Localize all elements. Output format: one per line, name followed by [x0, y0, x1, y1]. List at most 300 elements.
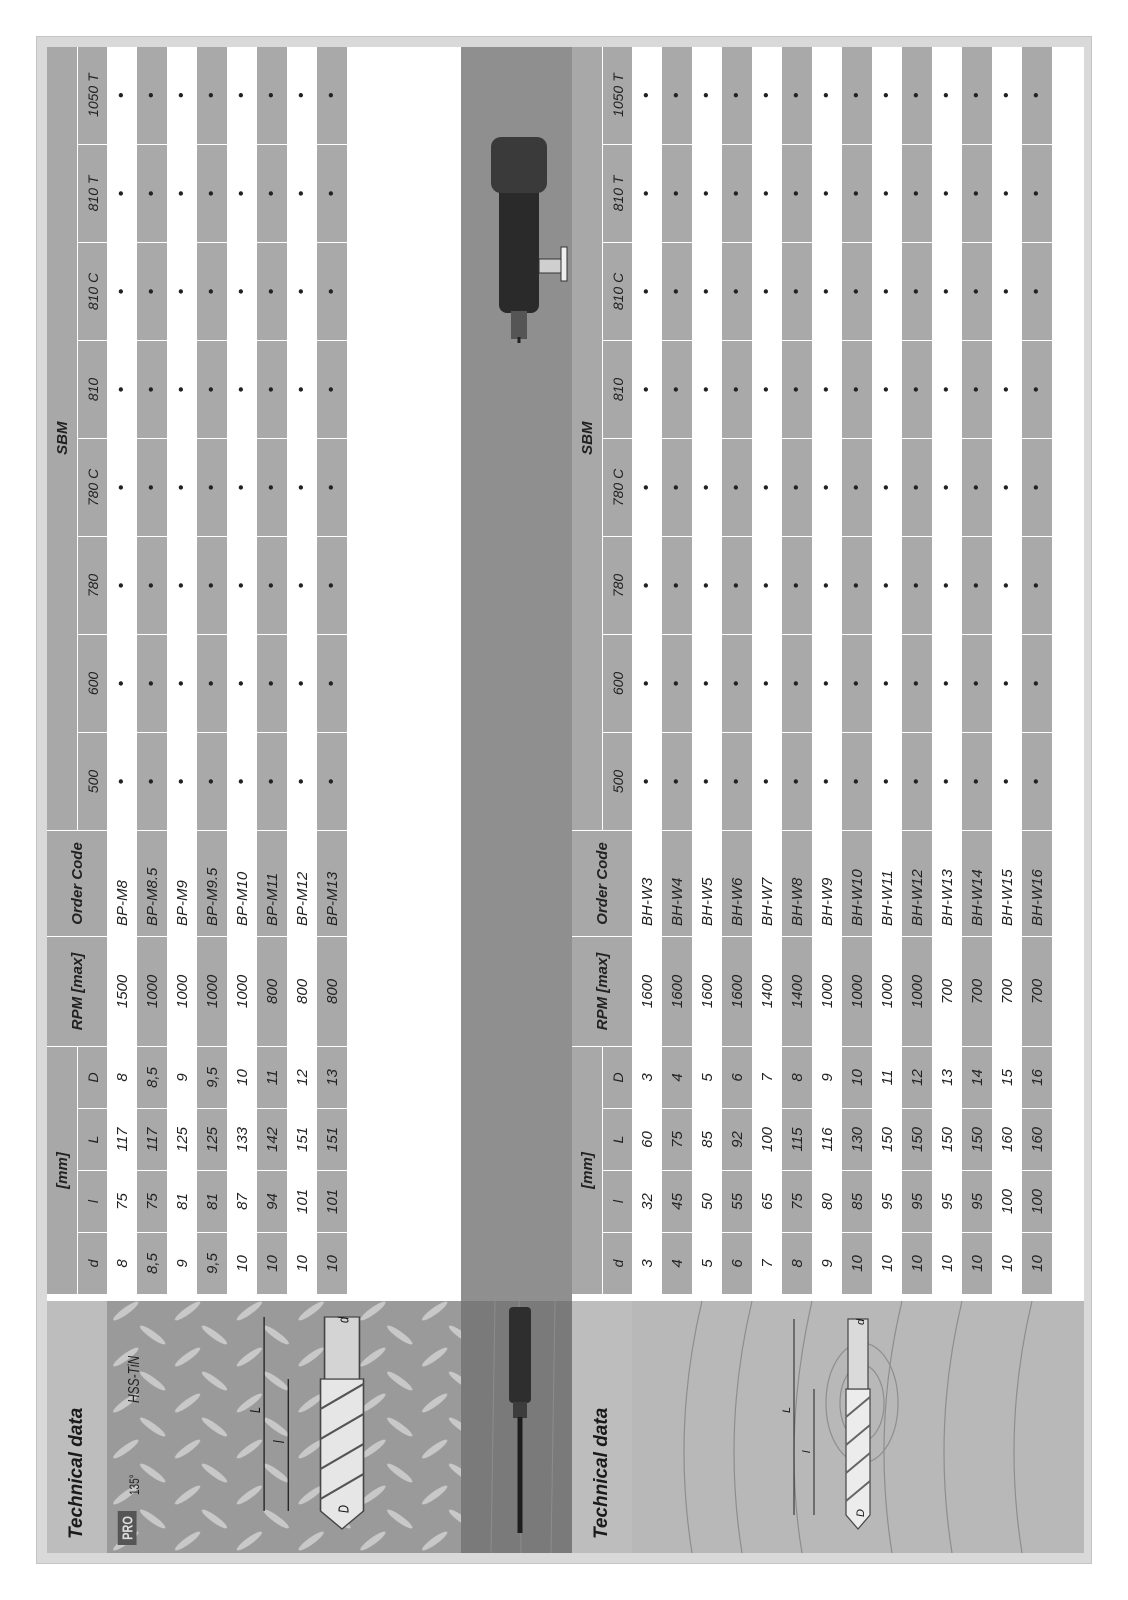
- cell-D: 13: [932, 1046, 962, 1108]
- model-header: 810 C: [603, 242, 633, 340]
- compatibility-mark: •: [227, 536, 257, 634]
- order-code-header: Order Code: [572, 830, 632, 936]
- table-row: [842, 47, 872, 1295]
- compatibility-mark: •: [692, 47, 722, 144]
- compatibility-mark: •: [107, 536, 137, 634]
- dim-label-d: d: [335, 1316, 353, 1323]
- compatibility-mark: •: [752, 144, 782, 242]
- compatibility-mark: •: [932, 340, 962, 438]
- compatibility-mark: •: [287, 438, 317, 536]
- compatibility-mark: •: [227, 47, 257, 144]
- cell-rpm: 1000: [902, 936, 932, 1046]
- compatibility-mark: •: [1022, 144, 1052, 242]
- compatibility-mark: •: [902, 144, 932, 242]
- cell-d: 10: [932, 1233, 962, 1295]
- compatibility-mark: •: [662, 634, 692, 732]
- model-header: 810: [78, 340, 108, 438]
- compatibility-mark: •: [752, 438, 782, 536]
- dim-label-d: d: [855, 1318, 867, 1325]
- compatibility-mark: •: [872, 144, 902, 242]
- compatibility-mark: •: [812, 634, 842, 732]
- cell-l: 95: [872, 1171, 902, 1233]
- cell-D: 7: [752, 1046, 782, 1108]
- compatibility-mark: •: [962, 242, 992, 340]
- compatibility-mark: •: [812, 47, 842, 144]
- compatibility-mark: •: [287, 536, 317, 634]
- cell-L: 150: [962, 1109, 992, 1171]
- compatibility-mark: •: [662, 144, 692, 242]
- cell-D: 4: [662, 1046, 692, 1108]
- dim-label-D: D: [335, 1505, 353, 1513]
- compatibility-mark: •: [722, 438, 752, 536]
- cell-l: 75: [107, 1171, 137, 1233]
- cell-l: 50: [692, 1171, 722, 1233]
- cell-D: 8,5: [137, 1046, 167, 1108]
- compatibility-mark: •: [902, 340, 932, 438]
- compatibility-mark: •: [932, 242, 962, 340]
- col-D-header: D: [78, 1046, 108, 1108]
- side-column: [572, 1301, 1084, 1553]
- compatibility-mark: •: [317, 438, 347, 536]
- compatibility-mark: •: [902, 242, 932, 340]
- model-header: 1050 T: [603, 47, 633, 144]
- order-code-header: Order Code: [47, 830, 107, 936]
- cell-rpm: 800: [257, 936, 287, 1046]
- cell-order-code: BH-W4: [662, 830, 692, 936]
- cell-rpm: 1000: [137, 936, 167, 1046]
- cell-rpm: 700: [962, 936, 992, 1046]
- cell-L: 151: [317, 1109, 347, 1171]
- cell-rpm: 1000: [812, 936, 842, 1046]
- table-row: [107, 47, 137, 1295]
- cell-d: 9: [167, 1233, 197, 1295]
- table-row: [1022, 47, 1052, 1295]
- cell-l: 55: [722, 1171, 752, 1233]
- cell-rpm: 1000: [167, 936, 197, 1046]
- compatibility-mark: •: [167, 732, 197, 830]
- compatibility-mark: •: [932, 634, 962, 732]
- compatibility-mark: •: [782, 536, 812, 634]
- cell-d: 10: [962, 1233, 992, 1295]
- compatibility-mark: •: [692, 732, 722, 830]
- cell-order-code: BH-W14: [962, 830, 992, 936]
- compatibility-mark: •: [992, 438, 1022, 536]
- compatibility-mark: •: [197, 732, 227, 830]
- model-header: 810 C: [78, 242, 108, 340]
- table-row: [317, 47, 347, 1295]
- compatibility-mark: •: [227, 340, 257, 438]
- cell-d: 10: [287, 1233, 317, 1295]
- page-frame: [36, 36, 1092, 1564]
- compatibility-mark: •: [167, 144, 197, 242]
- cell-D: 16: [1022, 1046, 1052, 1108]
- compatibility-mark: •: [107, 144, 137, 242]
- compatibility-mark: •: [932, 438, 962, 536]
- compatibility-mark: •: [257, 47, 287, 144]
- compatibility-mark: •: [632, 634, 662, 732]
- compatibility-mark: •: [722, 144, 752, 242]
- table-row: [662, 47, 692, 1295]
- cell-L: 150: [932, 1109, 962, 1171]
- compatibility-mark: •: [812, 340, 842, 438]
- wood-drill-table: [572, 47, 1052, 1295]
- compatibility-mark: •: [722, 340, 752, 438]
- metal-drill-panel: [47, 47, 577, 1553]
- compatibility-mark: •: [257, 536, 287, 634]
- compatibility-mark: •: [872, 340, 902, 438]
- model-header: 810 T: [78, 144, 108, 242]
- cell-order-code: BH-W16: [1022, 830, 1052, 936]
- compatibility-mark: •: [317, 634, 347, 732]
- compatibility-mark: •: [992, 242, 1022, 340]
- cell-d: 8,5: [137, 1233, 167, 1295]
- compatibility-mark: •: [137, 732, 167, 830]
- cell-L: 150: [902, 1109, 932, 1171]
- table-row: [137, 47, 167, 1295]
- compatibility-mark: •: [692, 144, 722, 242]
- compatibility-mark: •: [722, 732, 752, 830]
- cell-d: 10: [257, 1233, 287, 1295]
- cell-order-code: BP-M9.5: [197, 830, 227, 936]
- compatibility-mark: •: [167, 438, 197, 536]
- compatibility-mark: •: [962, 340, 992, 438]
- metal-drill-table: [47, 47, 347, 1295]
- compatibility-mark: •: [782, 732, 812, 830]
- cell-rpm: 1600: [632, 936, 662, 1046]
- compatibility-mark: •: [1022, 242, 1052, 340]
- compatibility-mark: •: [992, 732, 1022, 830]
- compatibility-mark: •: [842, 732, 872, 830]
- compatibility-mark: •: [1022, 340, 1052, 438]
- cell-l: 100: [992, 1171, 1022, 1233]
- cell-d: 10: [842, 1233, 872, 1295]
- compatibility-mark: •: [167, 340, 197, 438]
- power-drill-picture: [469, 113, 569, 343]
- compatibility-mark: •: [782, 47, 812, 144]
- cell-l: 75: [782, 1171, 812, 1233]
- coating-label: HSS-TiN: [125, 1355, 144, 1403]
- compatibility-mark: •: [962, 438, 992, 536]
- compatibility-mark: •: [197, 536, 227, 634]
- compatibility-mark: •: [722, 634, 752, 732]
- compatibility-mark: •: [197, 242, 227, 340]
- cell-d: 7: [752, 1233, 782, 1295]
- cell-d: 8: [107, 1233, 137, 1295]
- cell-rpm: 1500: [107, 936, 137, 1046]
- compatibility-mark: •: [317, 536, 347, 634]
- compatibility-mark: •: [962, 144, 992, 242]
- compatibility-mark: •: [872, 732, 902, 830]
- cell-D: 3: [632, 1046, 662, 1108]
- table-row: [197, 47, 227, 1295]
- compatibility-mark: •: [902, 536, 932, 634]
- compatibility-mark: •: [137, 47, 167, 144]
- compatibility-mark: •: [287, 340, 317, 438]
- table-row: [992, 47, 1022, 1295]
- compatibility-mark: •: [107, 438, 137, 536]
- cell-l: 100: [1022, 1171, 1052, 1233]
- compatibility-mark: •: [662, 340, 692, 438]
- cell-l: 81: [167, 1171, 197, 1233]
- compatibility-mark: •: [782, 340, 812, 438]
- compatibility-mark: •: [1022, 634, 1052, 732]
- compatibility-mark: •: [287, 732, 317, 830]
- cell-l: 95: [962, 1171, 992, 1233]
- cell-D: 8: [782, 1046, 812, 1108]
- cell-rpm: 700: [1022, 936, 1052, 1046]
- cell-L: 100: [752, 1109, 782, 1171]
- compatibility-mark: •: [872, 242, 902, 340]
- compatibility-mark: •: [842, 340, 872, 438]
- cell-D: 9: [167, 1046, 197, 1108]
- cell-order-code: BP-M13: [317, 830, 347, 936]
- dim-label-l: l: [270, 1440, 288, 1443]
- dim-label-l: l: [801, 1450, 813, 1453]
- sbm-header: SBM: [572, 47, 603, 830]
- compatibility-mark: •: [317, 47, 347, 144]
- compatibility-mark: •: [167, 536, 197, 634]
- dim-label-L: L: [781, 1406, 793, 1413]
- cell-D: 12: [902, 1046, 932, 1108]
- compatibility-mark: •: [257, 340, 287, 438]
- cell-l: 101: [287, 1171, 317, 1233]
- compatibility-mark: •: [632, 438, 662, 536]
- wood-drill-table-wrap: [572, 47, 1052, 1295]
- compatibility-mark: •: [107, 634, 137, 732]
- table-row: [167, 47, 197, 1295]
- col-L-header: L: [78, 1109, 108, 1171]
- compatibility-mark: •: [992, 340, 1022, 438]
- compatibility-mark: •: [842, 144, 872, 242]
- compatibility-mark: •: [107, 47, 137, 144]
- cell-rpm: 1600: [692, 936, 722, 1046]
- cell-rpm: 1600: [662, 936, 692, 1046]
- metal-drill-rows: [107, 47, 347, 1295]
- cell-L: 92: [722, 1109, 752, 1171]
- compatibility-mark: •: [722, 47, 752, 144]
- cell-l: 80: [812, 1171, 842, 1233]
- cell-d: 10: [872, 1233, 902, 1295]
- wood-drill-panel: [572, 47, 1084, 1553]
- cell-D: 9,5: [197, 1046, 227, 1108]
- cell-order-code: BP-M12: [287, 830, 317, 936]
- cell-D: 6: [722, 1046, 752, 1108]
- compatibility-mark: •: [692, 340, 722, 438]
- metal-drill-table-wrap: [47, 47, 347, 1295]
- wood-drill-rows: [632, 47, 1052, 1295]
- cell-order-code: BH-W7: [752, 830, 782, 936]
- cell-L: 85: [692, 1109, 722, 1171]
- compatibility-mark: •: [227, 438, 257, 536]
- compatibility-mark: •: [782, 634, 812, 732]
- cell-order-code: BH-W8: [782, 830, 812, 936]
- cell-rpm: 1000: [872, 936, 902, 1046]
- col-l-header: l: [603, 1171, 633, 1233]
- cell-L: 117: [107, 1109, 137, 1171]
- compatibility-mark: •: [812, 438, 842, 536]
- cell-D: 15: [992, 1046, 1022, 1108]
- compatibility-mark: •: [842, 536, 872, 634]
- compatibility-mark: •: [992, 144, 1022, 242]
- compatibility-mark: •: [317, 732, 347, 830]
- cell-order-code: BP-M8: [107, 830, 137, 936]
- compatibility-mark: •: [197, 144, 227, 242]
- table-row: [632, 47, 662, 1295]
- compatibility-mark: •: [842, 438, 872, 536]
- compatibility-mark: •: [662, 438, 692, 536]
- cell-L: 75: [662, 1109, 692, 1171]
- cell-rpm: 1000: [842, 936, 872, 1046]
- compatibility-mark: •: [1022, 47, 1052, 144]
- compatibility-mark: •: [932, 536, 962, 634]
- cell-l: 87: [227, 1171, 257, 1233]
- compatibility-mark: •: [137, 340, 167, 438]
- compatibility-mark: •: [812, 242, 842, 340]
- compatibility-mark: •: [137, 536, 167, 634]
- compatibility-mark: •: [287, 144, 317, 242]
- model-header: 780: [603, 536, 633, 634]
- compatibility-mark: •: [872, 536, 902, 634]
- compatibility-mark: •: [752, 242, 782, 340]
- cell-d: 8: [782, 1233, 812, 1295]
- cell-D: 9: [812, 1046, 842, 1108]
- cell-l: 65: [752, 1171, 782, 1233]
- section-title: Technical data: [47, 1301, 107, 1553]
- compatibility-mark: •: [1022, 732, 1052, 830]
- compatibility-mark: •: [812, 144, 842, 242]
- mm-header: [mm]: [47, 1046, 78, 1294]
- compatibility-mark: •: [992, 536, 1022, 634]
- compatibility-mark: •: [692, 438, 722, 536]
- cell-L: 60: [632, 1109, 662, 1171]
- compatibility-mark: •: [287, 47, 317, 144]
- cell-L: 125: [197, 1109, 227, 1171]
- compatibility-mark: •: [632, 242, 662, 340]
- compatibility-mark: •: [1022, 536, 1052, 634]
- col-l-header: l: [78, 1171, 108, 1233]
- compatibility-mark: •: [137, 144, 167, 242]
- cell-order-code: BP-M9: [167, 830, 197, 936]
- table-row: [932, 47, 962, 1295]
- cell-l: 45: [662, 1171, 692, 1233]
- col-L-header: L: [603, 1109, 633, 1171]
- table-row: [872, 47, 902, 1295]
- compatibility-mark: •: [167, 634, 197, 732]
- table-row: [257, 47, 287, 1295]
- cell-l: 95: [932, 1171, 962, 1233]
- cell-rpm: 1400: [782, 936, 812, 1046]
- compatibility-mark: •: [107, 732, 137, 830]
- compatibility-mark: •: [902, 732, 932, 830]
- cell-l: 101: [317, 1171, 347, 1233]
- compatibility-mark: •: [662, 242, 692, 340]
- compatibility-mark: •: [692, 536, 722, 634]
- compatibility-mark: •: [662, 47, 692, 144]
- compatibility-mark: •: [1022, 438, 1052, 536]
- col-d-header: d: [78, 1233, 108, 1295]
- dim-label-L: L: [246, 1406, 264, 1413]
- cell-l: 32: [632, 1171, 662, 1233]
- cell-L: 125: [167, 1109, 197, 1171]
- compatibility-mark: •: [902, 438, 932, 536]
- model-header: 1050 T: [78, 47, 108, 144]
- compatibility-mark: •: [167, 47, 197, 144]
- compatibility-mark: •: [632, 732, 662, 830]
- cell-D: 12: [287, 1046, 317, 1108]
- col-D-header: D: [603, 1046, 633, 1108]
- cell-L: 116: [812, 1109, 842, 1171]
- cell-D: 10: [842, 1046, 872, 1108]
- compatibility-mark: •: [632, 536, 662, 634]
- cell-order-code: BH-W3: [632, 830, 662, 936]
- cell-L: 160: [1022, 1109, 1052, 1171]
- cell-order-code: BH-W11: [872, 830, 902, 936]
- model-header: 500: [603, 732, 633, 830]
- cell-L: 117: [137, 1109, 167, 1171]
- compatibility-mark: •: [197, 438, 227, 536]
- cell-order-code: BP-M10: [227, 830, 257, 936]
- compatibility-mark: •: [227, 634, 257, 732]
- cell-L: 133: [227, 1109, 257, 1171]
- compatibility-mark: •: [227, 242, 257, 340]
- cell-L: 130: [842, 1109, 872, 1171]
- compatibility-mark: •: [842, 47, 872, 144]
- compatibility-mark: •: [662, 536, 692, 634]
- mm-header: [mm]: [572, 1046, 603, 1294]
- cell-d: 10: [992, 1233, 1022, 1295]
- rpm-header: RPM [max]: [572, 936, 632, 1046]
- compatibility-mark: •: [287, 242, 317, 340]
- compatibility-mark: •: [197, 340, 227, 438]
- compatibility-mark: •: [197, 47, 227, 144]
- wood-drill-drawing: [632, 1301, 1084, 1553]
- compatibility-mark: •: [902, 634, 932, 732]
- table-row: [692, 47, 722, 1295]
- compatibility-mark: •: [662, 732, 692, 830]
- cell-order-code: BH-W6: [722, 830, 752, 936]
- cell-order-code: BP-M11: [257, 830, 287, 936]
- image-band: [461, 47, 577, 1553]
- cell-D: 11: [257, 1046, 287, 1108]
- cell-rpm: 1000: [227, 936, 257, 1046]
- cell-order-code: BH-W10: [842, 830, 872, 936]
- compatibility-mark: •: [752, 47, 782, 144]
- cell-d: 5: [692, 1233, 722, 1295]
- table-row: [782, 47, 812, 1295]
- compatibility-mark: •: [962, 47, 992, 144]
- cell-d: 10: [317, 1233, 347, 1295]
- table-row: [722, 47, 752, 1295]
- compatibility-mark: •: [317, 340, 347, 438]
- dim-label-D: D: [855, 1509, 867, 1517]
- cell-l: 75: [137, 1171, 167, 1233]
- compatibility-mark: •: [632, 47, 662, 144]
- cell-rpm: 1600: [722, 936, 752, 1046]
- compatibility-mark: •: [872, 47, 902, 144]
- model-header: 780 C: [78, 438, 108, 536]
- cell-l: 95: [902, 1171, 932, 1233]
- compatibility-mark: •: [257, 732, 287, 830]
- cell-L: 151: [287, 1109, 317, 1171]
- compatibility-mark: •: [722, 242, 752, 340]
- compatibility-mark: •: [752, 634, 782, 732]
- cell-rpm: 800: [287, 936, 317, 1046]
- cell-order-code: BH-W15: [992, 830, 1022, 936]
- cell-d: 9: [812, 1233, 842, 1295]
- cell-d: 10: [227, 1233, 257, 1295]
- compatibility-mark: •: [932, 47, 962, 144]
- drill-in-wood-photo: [461, 1301, 577, 1553]
